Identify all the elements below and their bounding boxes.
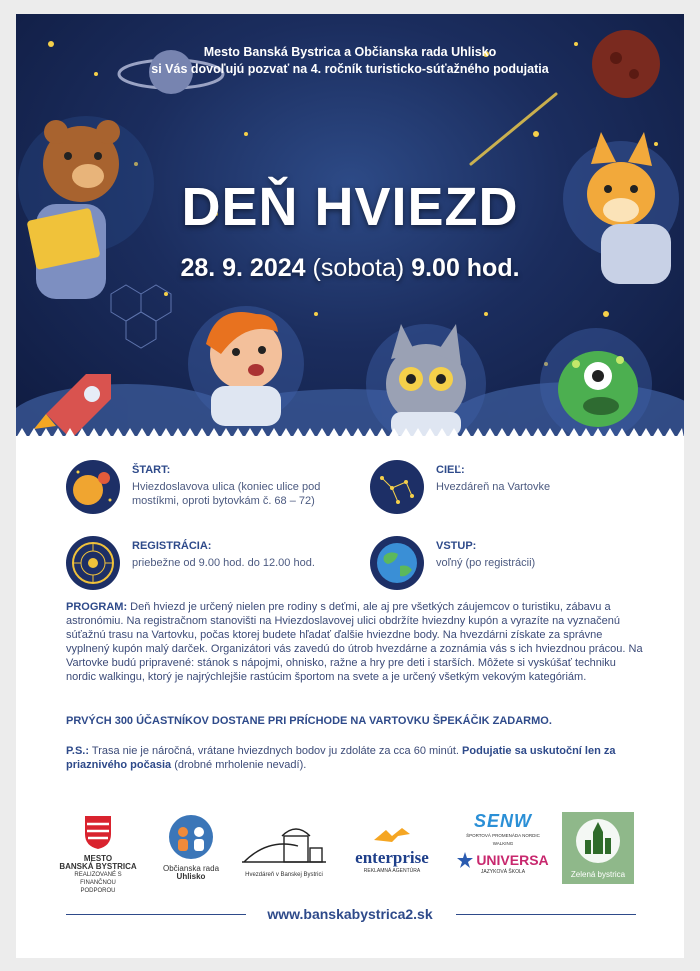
goal-text: Hvezdáreň na Vartovke [436,481,551,493]
start-text: Hviezdoslavova ulica (koniec ulice pod mostíkmi, oproti bytovkám č. 68 – 72) [132,481,321,507]
entry-label: VSTUP: [436,540,477,552]
sun-planet-icon [66,460,120,514]
earth-globe-icon [370,536,424,590]
city-line-2: BANSKÁ BYSTRICA [59,862,137,871]
ps-label: P.S.: [66,745,90,757]
city-line-4: PODPOROU [80,888,116,894]
observatory-caption: Hvezdáreň v Banskej Bystrici [245,872,323,878]
event-title: DEŇ HVIEZD [181,177,519,237]
logo-universa [456,852,550,876]
zodiac-wheel-icon [66,536,120,590]
poster [16,14,684,958]
logo-city-banska-bystrica [58,814,138,895]
info-start [66,460,366,520]
council-line-1: Občianska rada [162,864,220,873]
city-line-1: MESTO [83,854,113,863]
ps-text: Trasa nie je náročná, vrátane hviezdnych bodov ju zdoláte za cca 60 minút. [91,745,459,757]
hexagon-pattern [111,285,171,348]
event-date-day: 28. 9. 2024 [180,254,306,282]
universa-row [456,852,550,868]
event-weekday: (sobota) [312,254,405,282]
council-line-2: Uhlisko [176,872,206,881]
program-paragraph [66,600,646,684]
logo-enterprise [342,826,442,875]
city-line-3: REALIZOVANÉ S FINANČNOU [74,872,122,886]
ps-tail: (drobné mrholenie nevadí). [174,759,307,771]
shooting-star [471,94,556,164]
invitation-line-1: Mesto Banská Bystrica a Občianska rada Uhlisko [203,45,497,59]
logo-observatory [234,818,334,879]
observatory-building-icon [238,818,330,866]
hero-banner [16,14,684,436]
entry-text: voľný (po registrácii) [436,557,536,569]
program-text: Deň hviezd je určený nielen pre rodiny s deťmi, ale aj pre všetkých záujemcov o turistiku, zábavu a astronómiu. Na registračnom stanovišti na Hviezdoslavovej ulici obdržíte hviezdny kupón a vyrazíte na vyznačenú súťažnú trasu na Vartovku, počas ktorej budete hľadať ďalšie hviezdne body. Na hvezdárni získate za správne vyplnený kupón malý darček. Organizátori vás zavedú do útrob hvezdárne a zoznámia vás s ich hviezdnou prácou. Na Vartovke budú pripravené: stánok s nápojmi, ohnisko, ražne a hry pre deti i starších. Môžete si vyskúšať techniku nordic walkingu, ktorý je najrýchlejšie rastúcim športom na svete a je určený všetkým vekovým kategóriám. [66,601,643,683]
crescent-moon-icon [266,69,461,167]
hero-invitation [16,44,684,78]
council-people-icon [168,814,214,860]
event-date [16,254,684,283]
enterprise-sub: REKLAMNÁ AGENTÚRA [363,868,421,874]
goal-label: CIEĽ: [436,464,465,476]
green-caption: Zelená bystrica [570,870,626,879]
logo-zelena-bystrica [562,812,634,884]
enterprise-eagle-icon [372,826,412,844]
registration-label: REGISTRÁCIA: [132,540,212,552]
constellation-icon [370,460,424,514]
logo-obcianska-rada [156,814,226,881]
city-coat-of-arms-icon [83,814,113,850]
logo-senw [456,810,550,848]
cat-astronaut [366,324,486,436]
registration-text: priebežne od 9.00 hod. do 12.00 hod. [132,557,315,569]
website-link[interactable]: www.banskabystrica2.sk [267,906,433,922]
info-goal [370,460,650,520]
universa-name: UNIVERSA [476,852,549,868]
ps-weather-note: Podujatie sa uskutoční len za priaznivého počasia [66,745,616,771]
green-city-icon [573,816,623,866]
universa-star-icon [457,852,473,868]
zigzag-edge [16,426,684,436]
alien-astronaut [540,328,652,436]
info-entry [370,536,650,596]
start-label: ŠTART: [132,464,171,476]
free-sausage-notice: PRVÝCH 300 ÚČASTNÍKOV DOSTANE PRI PRÍCHODE NA VARTOVKU ŠPEKÁČIK ZADARMO. [66,715,552,727]
program-label: PROGRAM: [66,601,128,613]
invitation-line-2: si Vás dovoľujú pozvať na 4. ročník turisticko-súťažného podujatia [151,62,549,76]
senw-sub: ŠPORTOVÁ PROMENÁDA NORDIC WALKING [466,833,540,846]
enterprise-name: enterprise [355,848,429,867]
ps-paragraph [66,744,646,772]
senw-name: SENW [474,811,532,831]
event-time: 9.00 hod. [411,254,520,282]
info-registration [66,536,366,596]
universa-sub: JAZYKOVÁ ŠKOLA [480,869,526,875]
